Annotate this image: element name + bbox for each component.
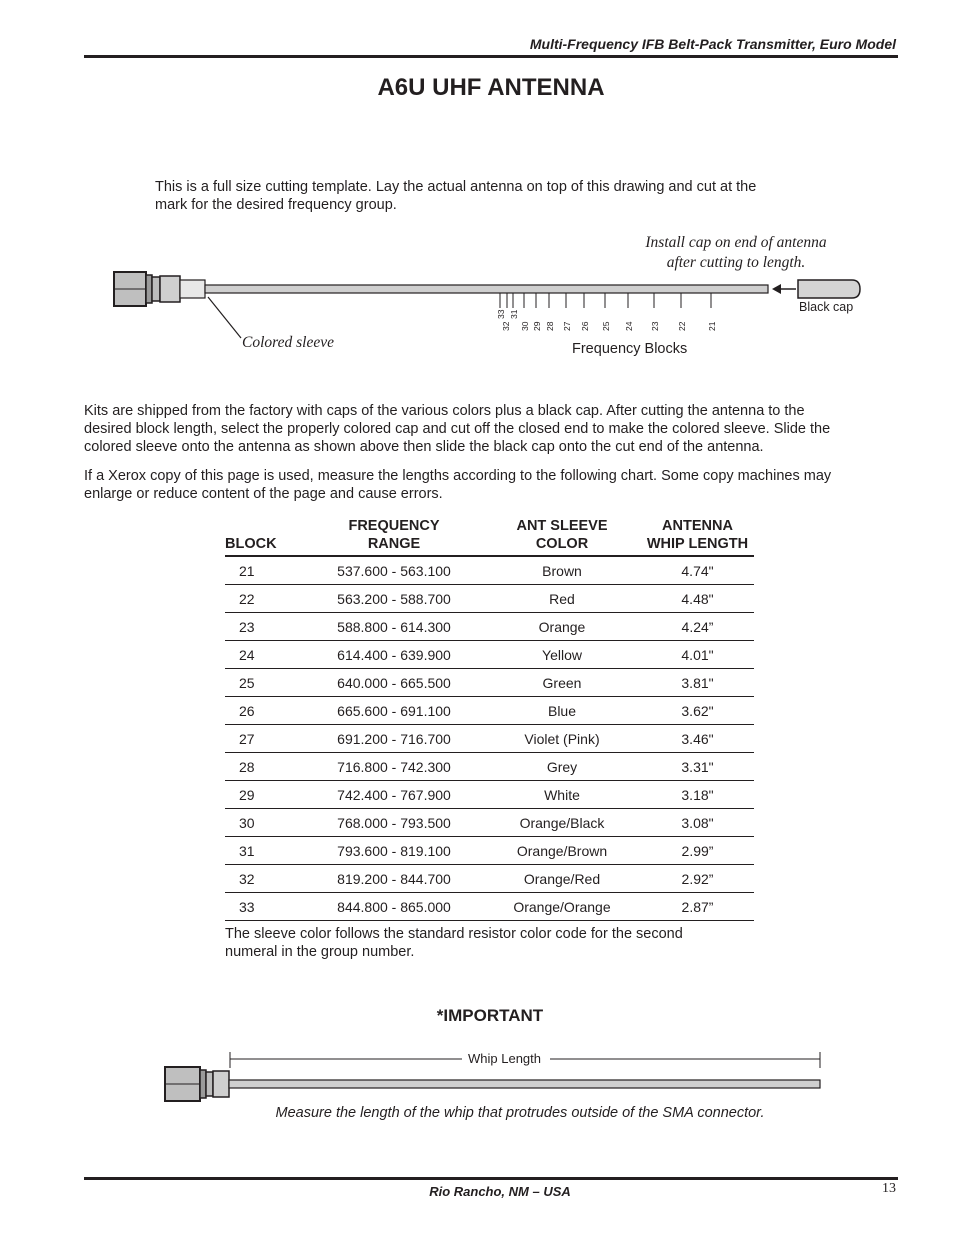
tick-label: 27 <box>562 321 572 331</box>
header-frequency-range: FREQUENCY RANGE <box>305 517 483 556</box>
cell-length: 3.18" <box>641 781 754 809</box>
cell-color: White <box>483 781 641 809</box>
cell-block: 23 <box>225 613 305 641</box>
page-title: A6U UHF ANTENNA <box>377 74 605 101</box>
header-block: BLOCK <box>225 517 305 556</box>
cell-color: Green <box>483 669 641 697</box>
footer-rule <box>84 1177 898 1180</box>
table-row <box>225 697 754 725</box>
table-header-row <box>225 517 754 556</box>
cell-range: 640.000 - 665.500 <box>305 669 483 697</box>
cell-range: 665.600 - 691.100 <box>305 697 483 725</box>
important-heading: *IMPORTANT <box>436 1006 544 1025</box>
tick-label: 32 <box>501 321 511 331</box>
black-cap-label: Black cap <box>799 300 854 314</box>
table-row <box>225 585 754 613</box>
cell-length: 3.62" <box>641 697 754 725</box>
cell-range: 537.600 - 563.100 <box>305 556 483 585</box>
colored-sleeve-leader <box>208 297 241 338</box>
cell-range: 819.200 - 844.700 <box>305 865 483 893</box>
frequency-blocks-label: Frequency Blocks <box>572 341 688 357</box>
kits-paragraph <box>84 402 830 456</box>
tick-label: 22 <box>677 321 687 331</box>
cell-color: Orange/Red <box>483 865 641 893</box>
table-row <box>225 809 754 837</box>
header-title: Multi-Frequency IFB Belt-Pack Transmitter, Euro Model <box>529 36 896 52</box>
cell-length: 2.92” <box>641 865 754 893</box>
cell-block: 31 <box>225 837 305 865</box>
kits-line-3: colored sleeve onto the antenna as shown above then slide the black cap onto the cut end of the antenna. <box>84 439 764 455</box>
cell-block: 32 <box>225 865 305 893</box>
table-row <box>225 781 754 809</box>
arrow-left-icon <box>772 284 781 294</box>
cell-color: Orange/Orange <box>483 893 641 921</box>
cell-block: 28 <box>225 753 305 781</box>
whip-length-label: Whip Length <box>468 1051 541 1066</box>
cell-color: Orange/Black <box>483 809 641 837</box>
header-sleeve-color: ANT SLEEVE COLOR <box>483 517 641 556</box>
cell-range: 614.400 - 639.900 <box>305 641 483 669</box>
cell-color: Blue <box>483 697 641 725</box>
kits-line-2: desired block length, select the properly colored cap and cut off the closed end to make the colored sleeve. Slide the <box>84 421 831 437</box>
cell-length: 4.48" <box>641 585 754 613</box>
cell-length: 2.87” <box>641 893 754 921</box>
xerox-line-2: enlarge or reduce content of the page and cause errors. <box>84 486 443 502</box>
kits-line-1: Kits are shipped from the factory with caps of the various colors plus a black cap. After cutting the antenna to the <box>84 403 805 419</box>
tick-label: 23 <box>650 321 660 331</box>
table-row <box>225 725 754 753</box>
xerox-paragraph <box>84 467 831 503</box>
sma-connector-icon <box>165 1067 229 1101</box>
cell-range: 588.800 - 614.300 <box>305 613 483 641</box>
cell-block: 24 <box>225 641 305 669</box>
tick-label: 21 <box>707 321 717 331</box>
table-row <box>225 753 754 781</box>
cell-block: 22 <box>225 585 305 613</box>
cell-length: 2.99” <box>641 837 754 865</box>
tick-label: 26 <box>580 321 590 331</box>
page-number: 13 <box>882 1181 896 1196</box>
table-row <box>225 556 754 585</box>
table-row <box>225 669 754 697</box>
cell-block: 30 <box>225 809 305 837</box>
cell-color: Red <box>483 585 641 613</box>
intro-line-1: This is a full size cutting template. Lay the actual antenna on top of this drawing and cut at the <box>155 179 757 195</box>
cell-range: 768.000 - 793.500 <box>305 809 483 837</box>
cell-length: 3.46" <box>641 725 754 753</box>
resistor-note <box>225 925 683 961</box>
cell-color: Yellow <box>483 641 641 669</box>
frequency-table <box>225 517 754 921</box>
tick-label: 31 <box>509 309 519 319</box>
antenna-whip <box>205 285 768 293</box>
tick-label: 24 <box>624 321 634 331</box>
whip-length-diagram <box>0 1040 954 1105</box>
tick-label: 25 <box>601 321 611 331</box>
cell-length: 4.24” <box>641 613 754 641</box>
cell-block: 26 <box>225 697 305 725</box>
tick-label: 33 <box>496 309 506 319</box>
sma-connector-icon <box>114 272 205 306</box>
note-line-1: The sleeve color follows the standard resistor color code for the second <box>225 926 683 942</box>
whip <box>229 1080 820 1088</box>
colored-sleeve-label: Colored sleeve <box>242 334 334 351</box>
table-row <box>225 865 754 893</box>
cell-color: Grey <box>483 753 641 781</box>
note-line-2: numeral in the group number. <box>225 944 415 960</box>
cell-block: 33 <box>225 893 305 921</box>
cell-range: 793.600 - 819.100 <box>305 837 483 865</box>
whip-caption: Measure the length of the whip that protrudes outside of the SMA connector. <box>275 1105 765 1121</box>
cell-color: Violet (Pink) <box>483 725 641 753</box>
cell-range: 844.800 - 865.000 <box>305 893 483 921</box>
table-row <box>225 837 754 865</box>
cell-color: Orange/Brown <box>483 837 641 865</box>
xerox-line-1: If a Xerox copy of this page is used, measure the lengths according to the following chart. Some copy machines may <box>84 468 832 484</box>
cell-block: 29 <box>225 781 305 809</box>
cell-range: 716.800 - 742.300 <box>305 753 483 781</box>
tick-label: 30 <box>520 321 530 331</box>
cell-color: Orange <box>483 613 641 641</box>
cell-length: 3.81" <box>641 669 754 697</box>
table-row <box>225 893 754 921</box>
footer-location: Rio Rancho, NM – USA <box>429 1184 571 1199</box>
cell-range: 691.200 - 716.700 <box>305 725 483 753</box>
install-note-line-1: Install cap on end of antenna <box>645 234 827 251</box>
cell-block: 27 <box>225 725 305 753</box>
cell-range: 742.400 - 767.900 <box>305 781 483 809</box>
table-row <box>225 641 754 669</box>
cell-length: 3.31" <box>641 753 754 781</box>
install-note-line-2: after cutting to length. <box>666 254 806 271</box>
cell-length: 4.74" <box>641 556 754 585</box>
antenna-template-diagram <box>0 0 954 380</box>
cell-color: Brown <box>483 556 641 585</box>
cell-length: 4.01" <box>641 641 754 669</box>
cell-range: 563.200 - 588.700 <box>305 585 483 613</box>
intro-line-2: mark for the desired frequency group. <box>155 197 397 213</box>
tick-label: 29 <box>532 321 542 331</box>
tick-label: 28 <box>545 321 555 331</box>
header-whip-length: ANTENNA WHIP LENGTH <box>641 517 754 556</box>
cell-length: 3.08" <box>641 809 754 837</box>
table-row <box>225 613 754 641</box>
frequency-tick-marks <box>500 293 711 308</box>
black-cap-icon <box>798 280 860 298</box>
cell-block: 25 <box>225 669 305 697</box>
cell-block: 21 <box>225 556 305 585</box>
